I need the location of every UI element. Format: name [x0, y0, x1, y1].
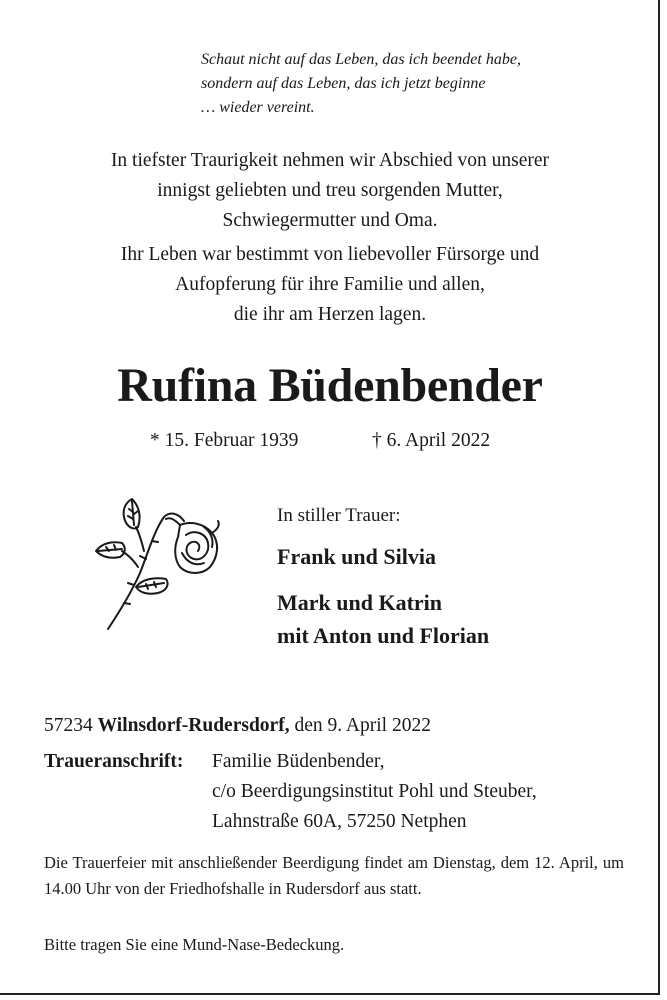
address-line-1: Familie Büdenbender,: [212, 751, 385, 772]
intro-line-3: Schwiegermutter und Oma.: [222, 210, 438, 231]
mourner-line-2: Mark und Katrin: [277, 590, 443, 615]
death-date: † 6. April 2022: [372, 430, 491, 451]
intro-line-2: innigst geliebten und treu sorgenden Mutter,: [157, 180, 503, 201]
mask-notice: Bitte tragen Sie eine Mund-Nase-Bedeckung.: [44, 935, 345, 954]
rose-icon: [94, 495, 224, 635]
place-and-date: [44, 712, 431, 740]
tribute-paragraph: [0, 240, 660, 330]
mourners-intro: In stiller Trauer:: [277, 505, 401, 526]
intro-line-1: In tiefster Traurigkeit nehmen wir Abschied von unserer: [110, 150, 550, 171]
poem-line-1: Schaut nicht auf das Leben, das ich beendet habe,: [201, 51, 521, 68]
poem-line-3: … wieder vereint.: [201, 99, 315, 116]
funeral-notice: Die Trauerfeier mit anschließender Beerdigung findet am Dienstag, dem 12. April, um 14.00 Uhr von der Friedhofshalle in Rudersdorf aus statt.: [44, 853, 624, 898]
intro-paragraph: [0, 146, 660, 236]
deceased-name: Rufina Büdenbender: [117, 359, 543, 412]
postcode: 57234: [44, 715, 93, 736]
address-line-2: c/o Beerdigungsinstitut Pohl und Steuber,: [212, 781, 537, 802]
poem-line-2: sondern auf das Leben, das ich jetzt beginne: [201, 75, 486, 92]
tribute-line-3: die ihr am Herzen lagen.: [233, 304, 427, 325]
poem: [201, 48, 521, 120]
tribute-line-2: Aufopferung für ihre Familie und allen,: [175, 274, 485, 295]
mourner-line-1: Frank und Silvia: [277, 544, 436, 569]
date: den 9. April 2022: [294, 715, 431, 736]
birth-date: * 15. Februar 1939: [150, 430, 299, 451]
town: Wilnsdorf-Rudersdorf,: [97, 715, 290, 736]
tribute-line-1: Ihr Leben war bestimmt von liebevoller Fürsorge und: [120, 244, 540, 265]
address-label: Traueranschrift:: [44, 751, 184, 772]
address-line-3: Lahnstraße 60A, 57250 Netphen: [212, 811, 467, 832]
mourner-line-3: mit Anton und Florian: [277, 623, 490, 648]
